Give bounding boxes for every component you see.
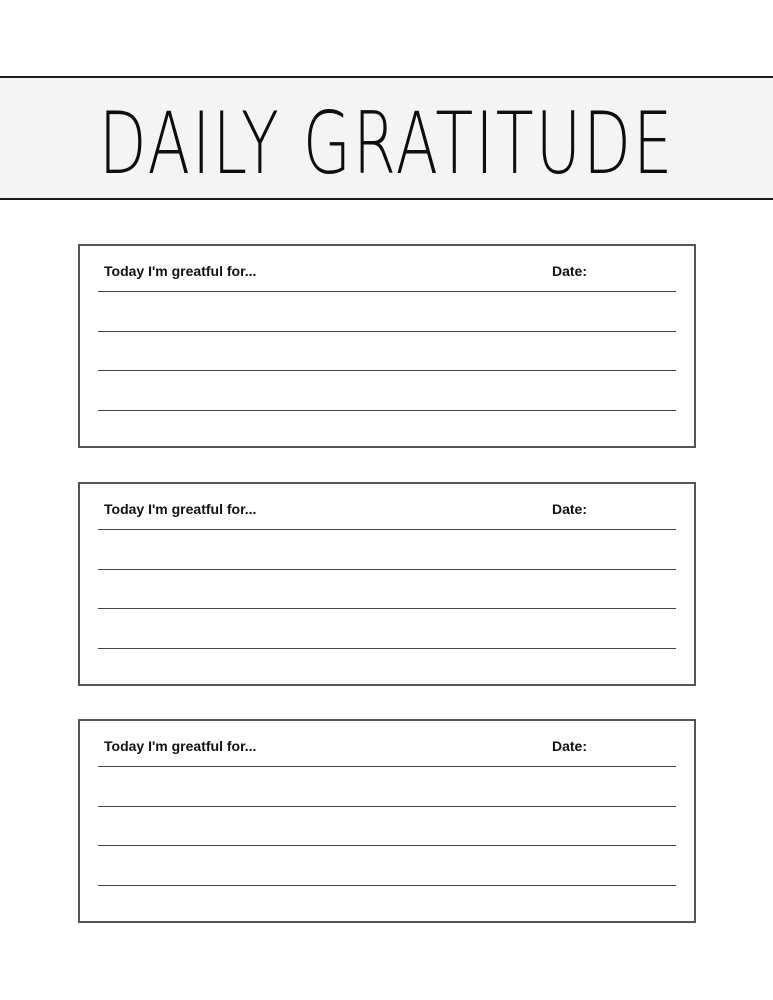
writing-line[interactable] [98,608,676,609]
writing-line[interactable] [98,885,676,886]
writing-line[interactable] [98,410,676,411]
writing-line[interactable] [98,569,676,570]
writing-line[interactable] [98,806,676,807]
writing-line[interactable] [98,291,676,292]
writing-line[interactable] [98,370,676,371]
entry-header [80,246,694,292]
writing-line[interactable] [98,766,676,767]
writing-line[interactable] [98,845,676,846]
title-banner [0,76,773,200]
gratitude-entry-card [78,482,696,686]
date-label: Date: [552,501,588,517]
writing-line[interactable] [98,529,676,530]
writing-line[interactable] [98,648,676,649]
gratitude-entry-card [78,244,696,448]
gratitude-prompt-label: Today I'm greatful for... [104,738,257,754]
gratitude-prompt-label: Today I'm greatful for... [104,263,257,279]
gratitude-entry-card [78,719,696,923]
writing-line[interactable] [98,331,676,332]
page-title: DAILY GRATITUDE [98,94,675,194]
gratitude-prompt-label: Today I'm greatful for... [104,501,257,517]
date-label: Date: [552,263,588,279]
entry-header [80,484,694,530]
entry-header [80,721,694,767]
date-label: Date: [552,738,588,754]
